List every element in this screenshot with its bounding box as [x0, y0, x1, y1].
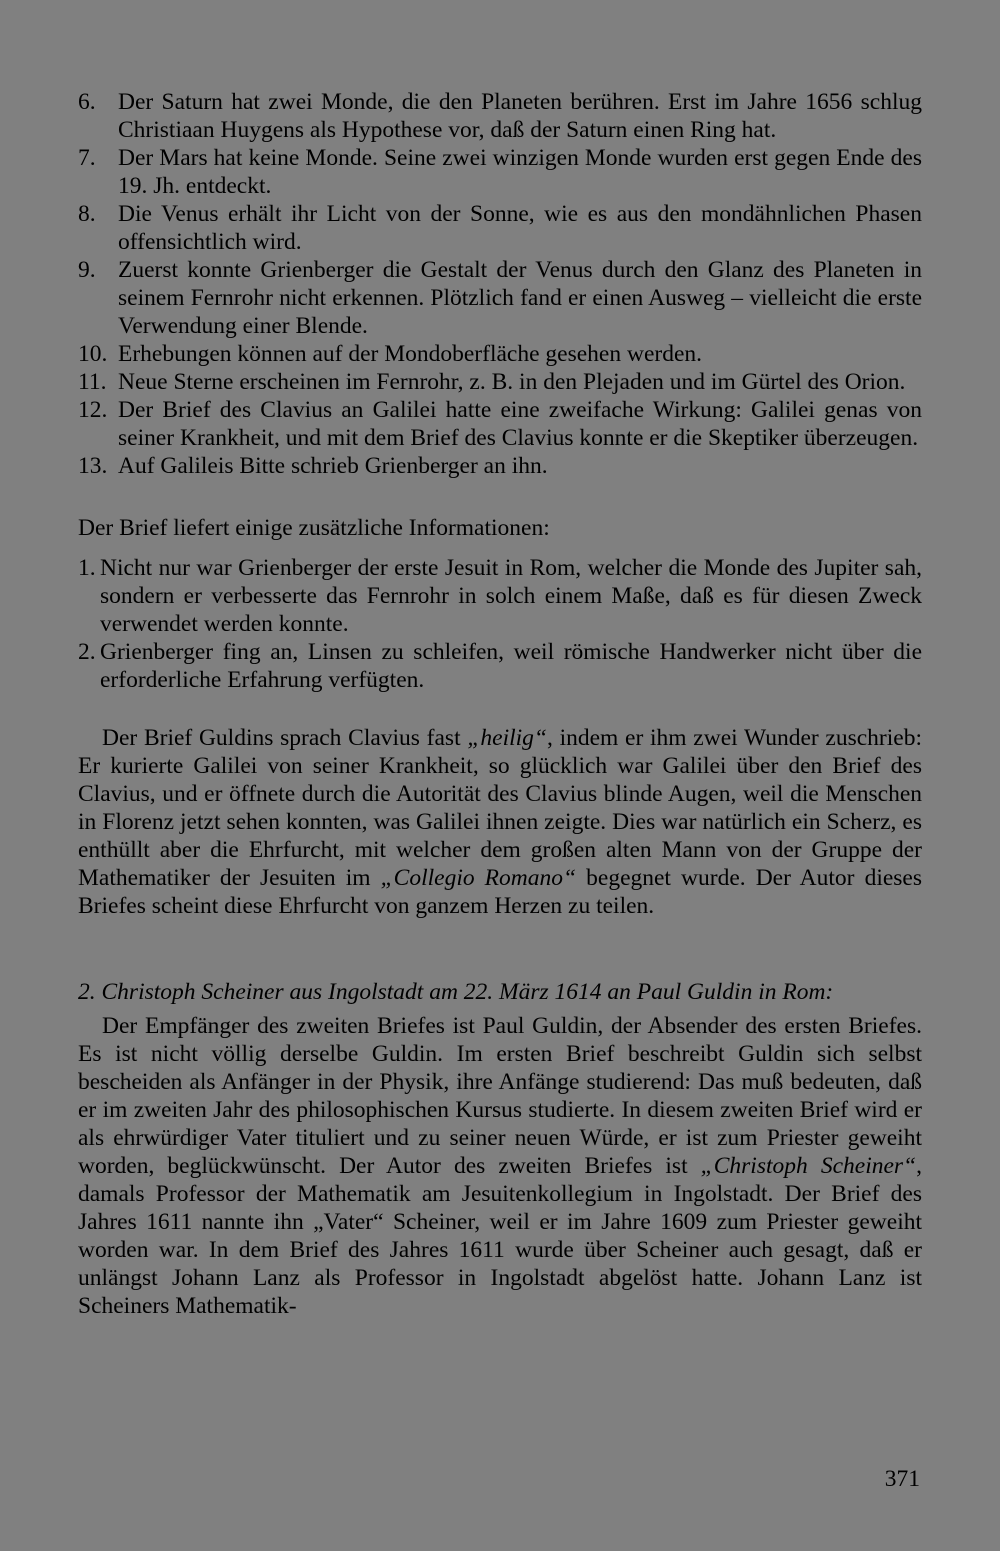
item-number: 2.: [78, 639, 96, 665]
list-item: [78, 340, 922, 368]
text-run: begegnet wurde. Der Autor dieses Briefes scheint diese Ehrfurcht von ganzem Herzen zu teilen.: [78, 865, 922, 919]
item-text: Der Brief des Clavius an Galilei hatte eine zweifache Wirkung: Galilei genas von seiner Krankheit, und mit dem Brief des Clavius konnte er die Skeptiker überzeugen.: [118, 397, 922, 451]
item-number: 10.: [78, 341, 108, 367]
list-item: [78, 256, 922, 340]
italic-run: „heilig“: [467, 725, 547, 751]
item-text: Der Saturn hat zwei Monde, die den Planeten berühren. Erst im Jahre 1656 schlug Christiaan Huygens als Hypothese vor, daß der Saturn einen Ring hat.: [118, 89, 922, 143]
item-text: Erhebungen können auf der Mondoberfläche gesehen werden.: [118, 341, 703, 367]
item-number: 7.: [78, 145, 96, 171]
item-number: 12.: [78, 397, 108, 423]
item-text: Neue Sterne erscheinen im Fernrohr, z. B. in den Plejaden und im Gürtel des Orion.: [118, 369, 906, 395]
list-item: [78, 452, 922, 480]
item-number: 9.: [78, 257, 96, 283]
intro-sentence: Der Brief liefert einige zusätzliche Informationen:: [78, 515, 550, 541]
text-run: , indem er ihm zwei Wunder zuschrieb: Er kurierte Galilei von seiner Krankheit, so glücklich war Galilei über den Brief des Clavius, und er öffnete durch die Autorität des Clavius blinde Augen, weil die Menschen in Florenz jetzt sehen konnten, was Galilei ihnen zeigte. Dies war natürlich ein Scherz, es enthüllt aber die Ehrfurcht, mit welcher dem großen alten Mann von der Gruppe der Mathematiker der Jesuiten im: [78, 725, 922, 891]
list-item: [78, 200, 922, 256]
italic-run: „Collegio Romano“: [380, 865, 577, 891]
list-item: [78, 396, 922, 452]
list-item: [78, 368, 922, 396]
item-text: Zuerst konnte Grienberger die Gestalt der Venus durch den Glanz des Planeten in seinem Fernrohr nicht erkennen. Plötzlich fand er einen Ausweg – vielleicht die erste Verwendung einer Blende.: [118, 257, 922, 339]
list-item: [78, 144, 922, 200]
item-number: 11.: [78, 369, 107, 395]
text-run: Der Brief Guldins sprach Clavius fast: [102, 725, 468, 751]
item-number: 8.: [78, 201, 96, 227]
section-heading: 2. Christoph Scheiner aus Ingolstadt am 22. März 1614 an Paul Guldin in Rom:: [78, 979, 834, 1005]
item-number: 6.: [78, 89, 96, 115]
page-number: 371: [884, 1466, 920, 1492]
item-text: Die Venus erhält ihr Licht von der Sonne, wie es aus den mondähnlichen Phasen offensichtlich wird.: [118, 201, 922, 255]
numbered-list-observations: [78, 88, 922, 480]
list-item: [78, 88, 922, 144]
item-number: 1.: [78, 555, 96, 581]
list-item: [78, 554, 922, 638]
item-text: Nicht nur war Grienberger der erste Jesuit in Rom, welcher die Monde des Jupiter sah, sondern er verbesserte das Fernrohr in solch einem Maße, daß es für diesen Zweck verwendet werden konnte.: [100, 555, 922, 637]
paragraph-scheiner-letter: [78, 1012, 922, 1320]
text-run: Der Empfänger des zweiten Briefes ist Paul Guldin, der Absender des ersten Briefes. Es ist nicht völlig derselbe Guldin. Im ersten Brief beschreibt Guldin sich selbst bescheiden als Anfänger in der Physik, ihre Anfänge studierend: Das muß bedeuten, daß er im zweiten Jahr des philosophischen Kursus studierte. In diesem zweiten Brief wird er als ehrwürdiger Vater tituliert und zu seiner neuen Würde, er ist zum Priester geweiht worden, beglückwünscht. Der Autor des zweiten Briefes ist: [78, 1013, 922, 1179]
item-text: Der Mars hat keine Monde. Seine zwei winzigen Monde wurden erst gegen Ende des 19. Jh. entdeckt.: [118, 145, 922, 199]
numbered-list-information: [78, 554, 922, 694]
paragraph-guldin-letter: [78, 724, 922, 920]
list-item: [78, 638, 922, 694]
text-run: , damals Professor der Mathematik am Jesuitenkollegium in Ingolstadt. Der Brief des Jahres 1611 nannte ihn „Vater“ Scheiner, weil er im Jahre 1609 zum Priester geweiht worden war. In dem Brief des Jahres 1611 wurde über Scheiner auch gesagt, daß er unlängst Johann Lanz als Professor in Ingolstadt abgelöst hatte. Johann Lanz ist Scheiners Mathematik-: [78, 1153, 922, 1319]
italic-run: „Christoph Scheiner“: [700, 1153, 917, 1179]
item-number: 13.: [78, 453, 108, 479]
item-text: Grienberger fing an, Linsen zu schleifen, weil römische Handwerker nicht über die erforderliche Erfahrung verfügten.: [100, 639, 922, 693]
item-text: Auf Galileis Bitte schrieb Grienberger an ihn.: [118, 453, 548, 479]
